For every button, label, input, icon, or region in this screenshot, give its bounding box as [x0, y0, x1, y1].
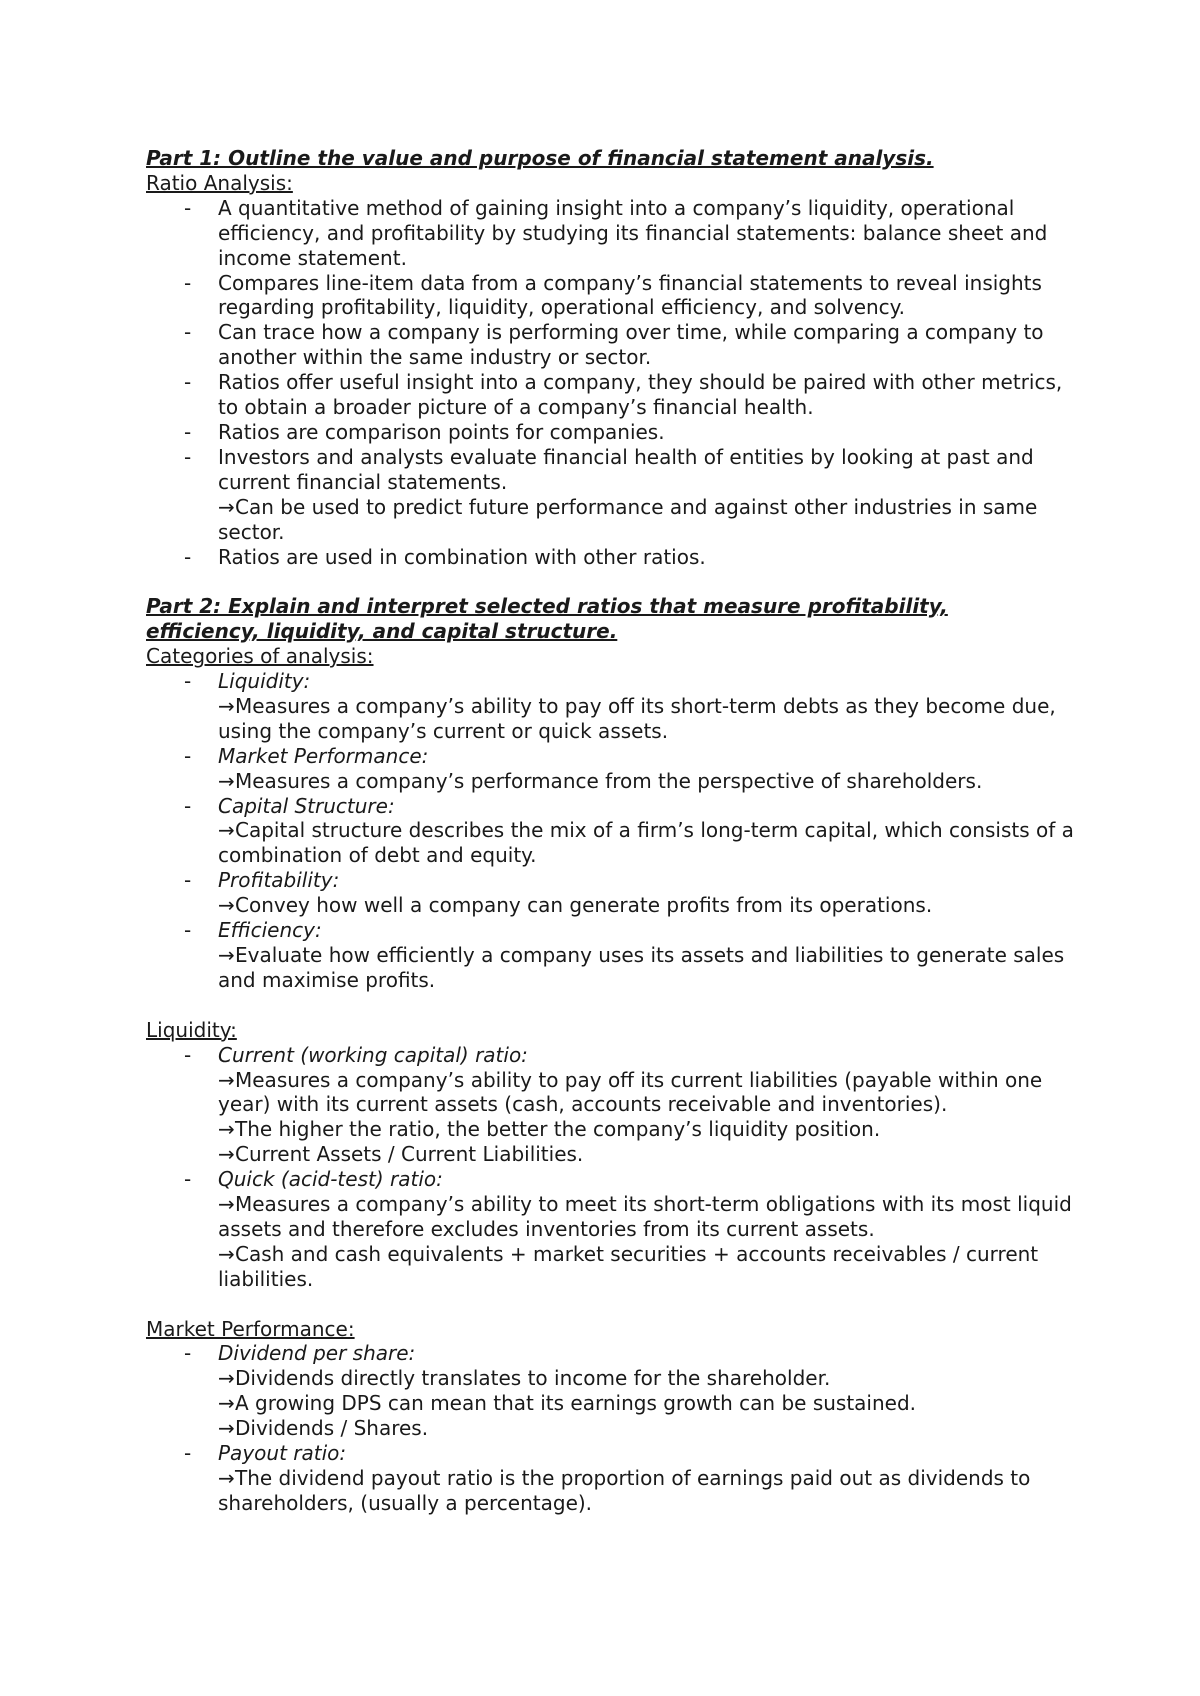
categories-list: [146, 669, 1086, 993]
list-item: - Ratios are used in combination with other ratios.: [146, 545, 1086, 570]
category-term: - Liquidity:: [218, 669, 311, 694]
ratio-analysis-subheading: Ratio Analysis:: [146, 170, 293, 195]
list-item: [146, 918, 1086, 993]
arrow-icon: →: [218, 1241, 235, 1266]
list-item: - Ratios are comparison points for companies.: [146, 420, 1086, 445]
list-item: [146, 669, 1086, 744]
arrow-note: →Capital structure describes the mix of a firm’s long-term capital, which consists of a combination of debt and equity.: [218, 818, 1074, 868]
document-page: [146, 146, 1086, 1516]
arrow-note: →Dividends / Shares.: [218, 1416, 429, 1441]
liquidity-list: [146, 1043, 1086, 1292]
arrow-icon: →: [218, 494, 235, 519]
ratio-term: - Quick (acid-test) ratio:: [218, 1167, 443, 1192]
arrow-note: →Convey how well a company can generate profits from its operations.: [218, 893, 933, 918]
arrow-note: →Measures a company’s ability to pay off its current liabilities (payable within one year) with its current assets (cash, accounts receivable and inventories).: [218, 1067, 1043, 1117]
arrow-icon: →: [218, 1465, 235, 1490]
ratio-analysis-list: [146, 196, 1086, 570]
arrow-note: →Evaluate how efficiently a company uses its assets and liabilities to generate sales and maximise profits.: [218, 942, 1065, 992]
arrow-note: →Measures a company’s performance from the perspective of shareholders.: [218, 768, 983, 793]
list-item: - Can trace how a company is performing over time, while comparing a company to another within the same industry or sector.: [146, 320, 1086, 370]
arrow-icon: →: [218, 1391, 235, 1416]
category-term: - Market Performance:: [218, 743, 429, 768]
list-item: - Ratios offer useful insight into a company, they should be paired with other metrics, to obtain a broader picture of a company’s financial health.: [146, 370, 1086, 420]
categories-subheading: Categories of analysis:: [146, 644, 374, 669]
arrow-icon: →: [218, 1117, 235, 1142]
arrow-icon: →: [218, 818, 235, 843]
list-item: [146, 868, 1086, 918]
market-performance-list: [146, 1341, 1086, 1515]
market-performance-subheading: Market Performance:: [146, 1316, 355, 1341]
liquidity-subheading: Liquidity:: [146, 1017, 237, 1042]
arrow-note: →Can be used to predict future performance and against other industries in same sector.: [218, 494, 1038, 544]
category-term: - Profitability:: [218, 868, 340, 893]
arrow-icon: →: [218, 1192, 235, 1217]
arrow-note: →Dividends directly translates to income for the shareholder.: [218, 1366, 831, 1391]
arrow-note: →Measures a company’s ability to pay off its short-term debts as they become due, using the company’s current or quick assets.: [218, 693, 1056, 743]
list-item: - Compares line-item data from a company’s financial statements to reveal insights regarding profitability, liquidity, operational efficiency, and solvency.: [146, 271, 1086, 321]
arrow-icon: →: [218, 1142, 235, 1167]
list-item: [146, 1043, 1086, 1168]
list-item: - A quantitative method of gaining insight into a company’s liquidity, operational efficiency, and profitability by studying its financial statements: balance sheet and income statement.: [146, 196, 1086, 271]
arrow-icon: →: [218, 693, 235, 718]
ratio-term: - Current (working capital) ratio:: [218, 1042, 528, 1067]
list-item: [146, 1341, 1086, 1441]
list-item: [146, 794, 1086, 869]
part2-heading: Part 2: Explain and interpret selected ratios that measure profitability, efficiency, liquidity, and capital structure.: [146, 594, 948, 644]
arrow-icon: →: [218, 893, 235, 918]
category-term: - Capital Structure:: [218, 793, 395, 818]
arrow-note: →Measures a company’s ability to meet its short-term obligations with its most liquid assets and therefore excludes inventories from its current assets.: [218, 1192, 1072, 1241]
arrow-icon: →: [218, 942, 235, 967]
list-item: [146, 445, 1086, 545]
arrow-icon: →: [218, 768, 235, 793]
arrow-note: →Cash and cash equivalents + market securities + accounts receivables / current liabilities.: [218, 1241, 1039, 1291]
arrow-note: →Current Assets / Current Liabilities.: [218, 1142, 584, 1167]
list-item-text: Investors and analysts evaluate financial health of entities by looking at past and current financial statements.: [218, 444, 1034, 494]
arrow-note: →A growing DPS can mean that its earnings growth can be sustained.: [218, 1391, 917, 1416]
part1-heading: Part 1: Outline the value and purpose of financial statement analysis.: [146, 146, 934, 170]
arrow-icon: →: [218, 1366, 235, 1391]
arrow-note: →The dividend payout ratio is the proportion of earnings paid out as dividends to shareholders, (usually a percentage).: [218, 1465, 1031, 1515]
arrow-icon: →: [218, 1416, 235, 1441]
category-term: - Efficiency:: [218, 918, 322, 943]
list-item: [146, 1167, 1086, 1292]
ratio-term: - Payout ratio:: [218, 1441, 347, 1466]
arrow-icon: →: [218, 1067, 235, 1092]
list-item: [146, 744, 1086, 794]
ratio-term: - Dividend per share:: [218, 1341, 416, 1366]
arrow-note: →The higher the ratio, the better the company’s liquidity position.: [218, 1117, 881, 1142]
list-item: [146, 1441, 1086, 1516]
